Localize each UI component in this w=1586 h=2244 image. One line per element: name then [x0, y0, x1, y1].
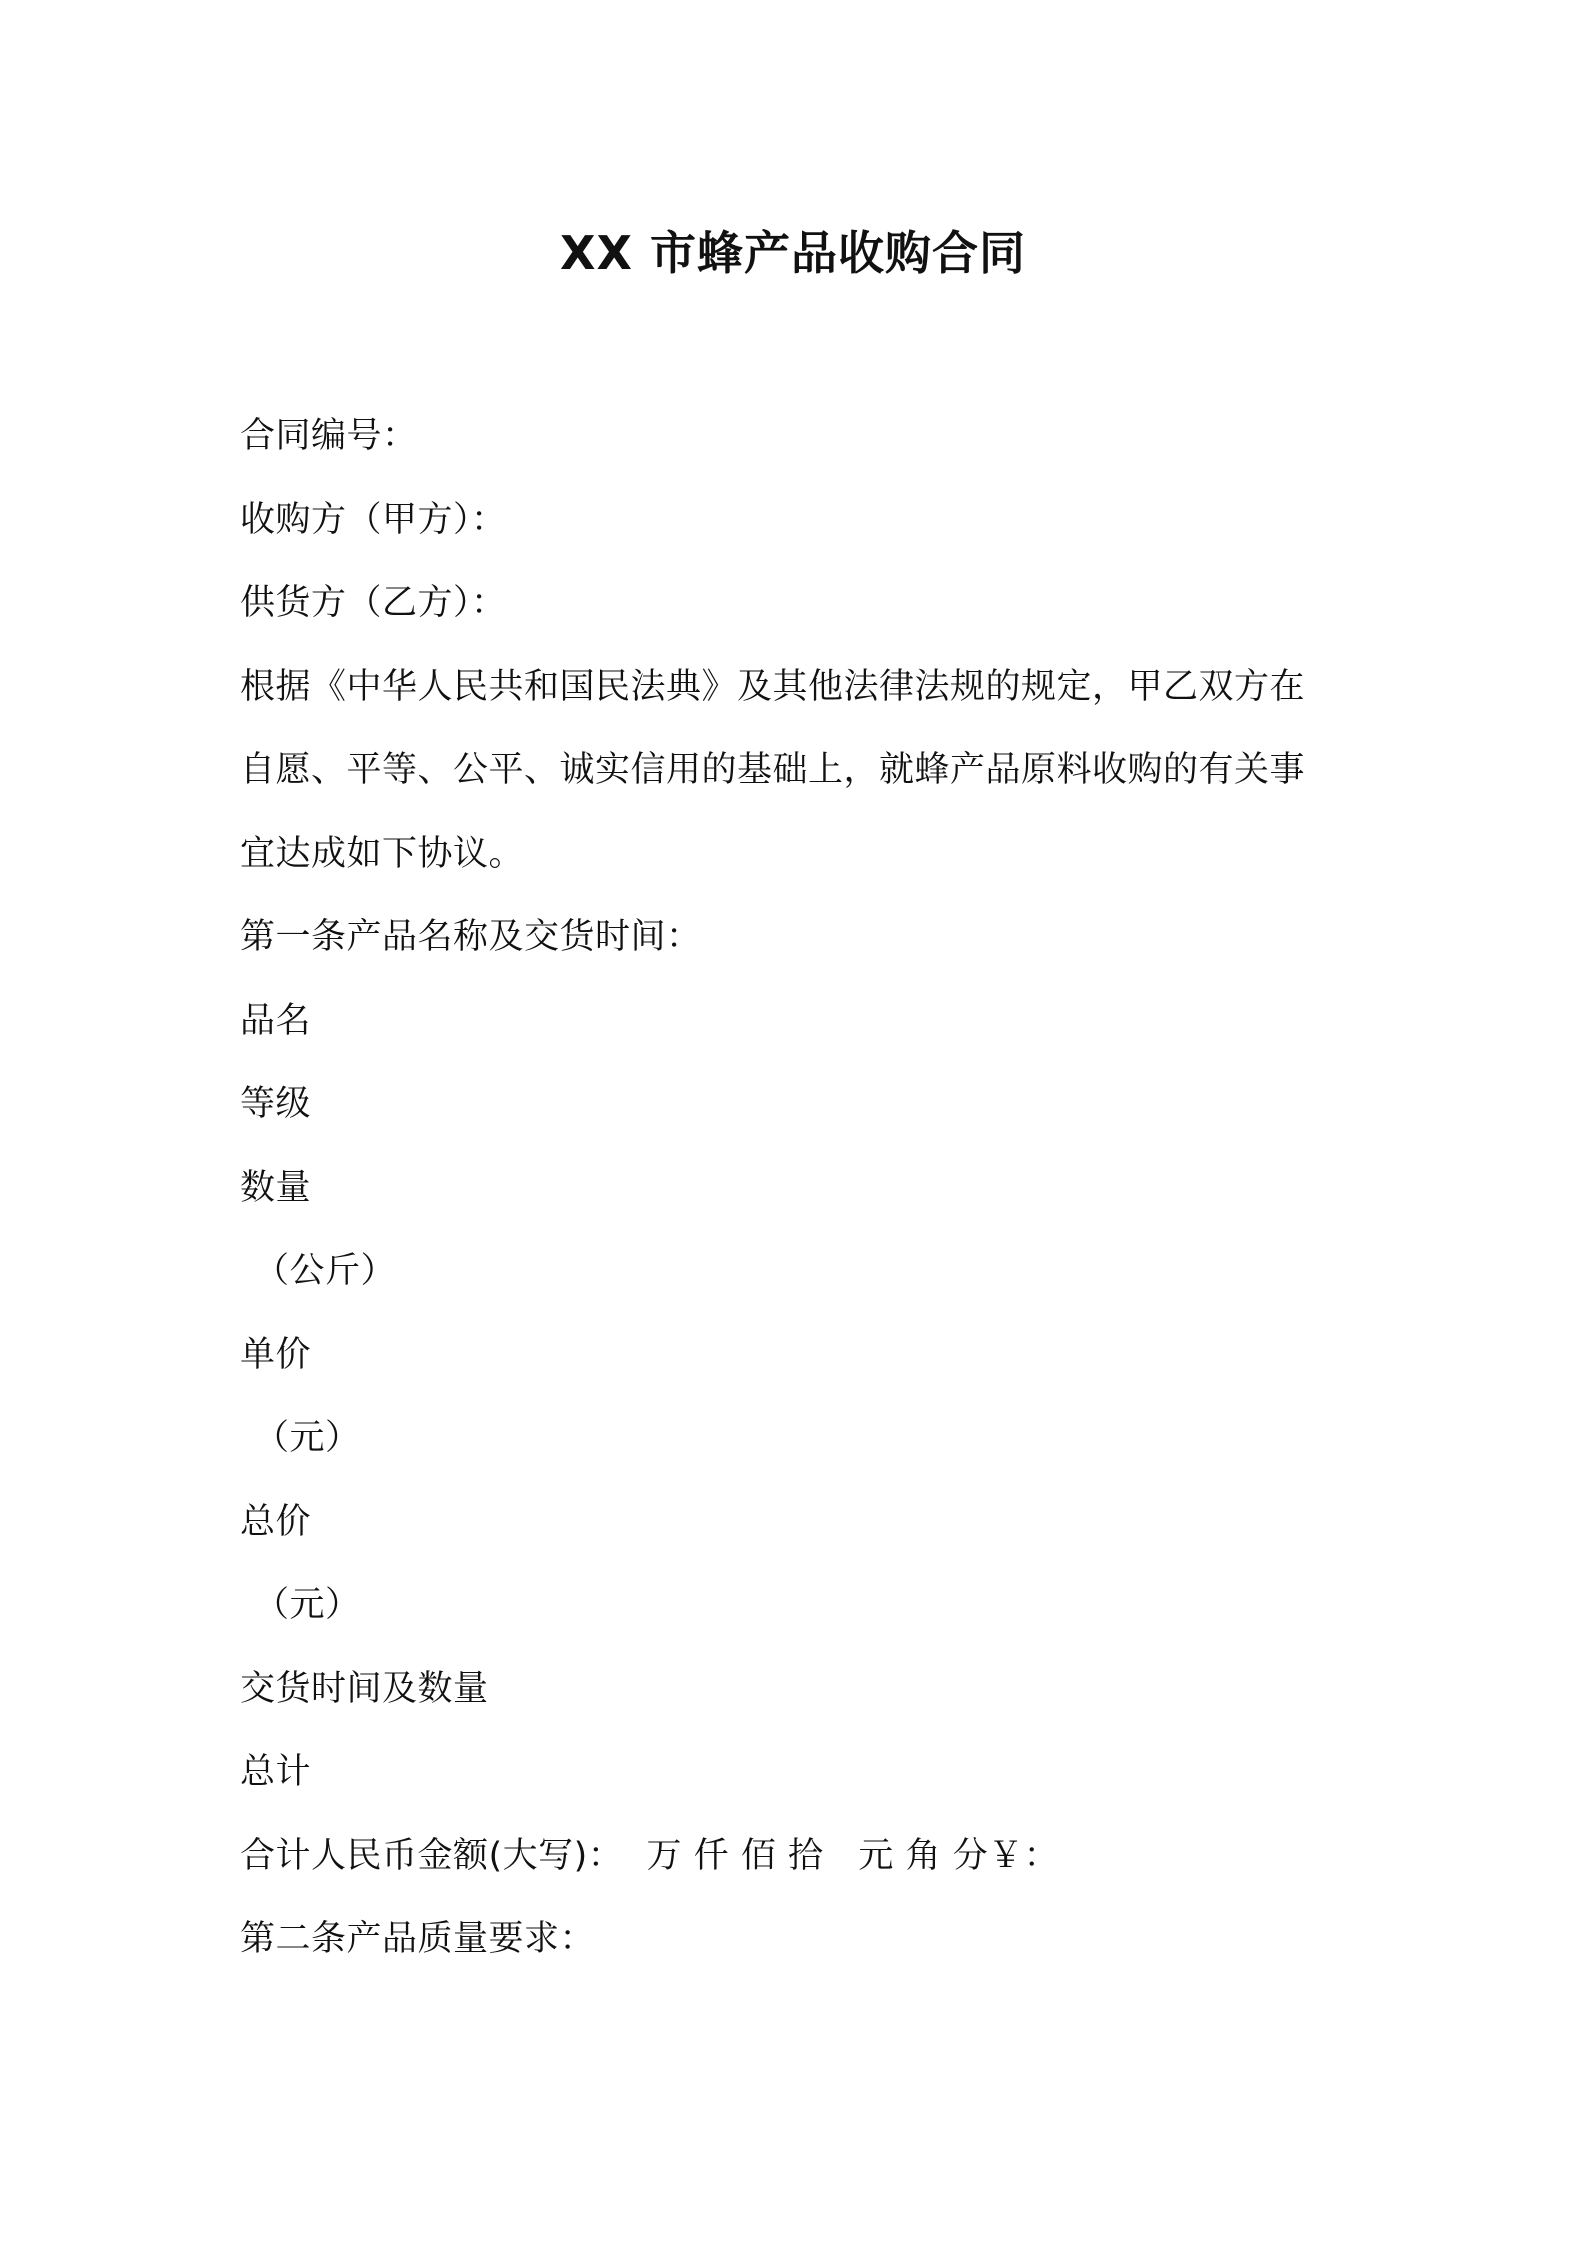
- supplier-party-line: 供货方（乙方）：: [240, 583, 507, 623]
- amount-in-words-line: 合计人民币金额(大写)： 万 仟 佰 拾 元 角 分￥：: [240, 1835, 1060, 1876]
- article-2-heading: 第二条产品质量要求：: [240, 1919, 596, 1959]
- document-body: [240, 404, 1360, 1991]
- unit-yuan-total: （元）: [254, 1585, 361, 1625]
- article-1-heading: 第一条产品名称及交货时间：: [240, 917, 702, 957]
- field-grade: 等级: [240, 1084, 312, 1124]
- buyer-party-line: 收购方（甲方）：: [240, 499, 507, 540]
- field-total-price: 总价: [240, 1501, 312, 1542]
- preamble-line-3: 宜达成如下协议。: [240, 833, 525, 874]
- field-product-name: 品名: [240, 1000, 312, 1041]
- document-title: XX 市蜂产品收购合同: [560, 226, 1026, 280]
- preamble-line-2: 自愿、平等、公平、诚实信用的基础上，就蜂产品原料收购的有关事: [240, 750, 1306, 790]
- unit-yuan-price: （元）: [254, 1418, 361, 1458]
- field-grand-total: 总计: [240, 1752, 312, 1792]
- preamble-line-1: 根据《中华人民共和国民法典》及其他法律法规的规定，甲乙双方在: [240, 666, 1306, 707]
- contract-number-line: 合同编号：: [240, 416, 418, 456]
- unit-kilogram: （公斤）: [254, 1251, 397, 1291]
- field-quantity: 数量: [240, 1167, 312, 1208]
- field-delivery-time-quantity: 交货时间及数量: [240, 1668, 489, 1709]
- field-unit-price: 单价: [240, 1334, 312, 1375]
